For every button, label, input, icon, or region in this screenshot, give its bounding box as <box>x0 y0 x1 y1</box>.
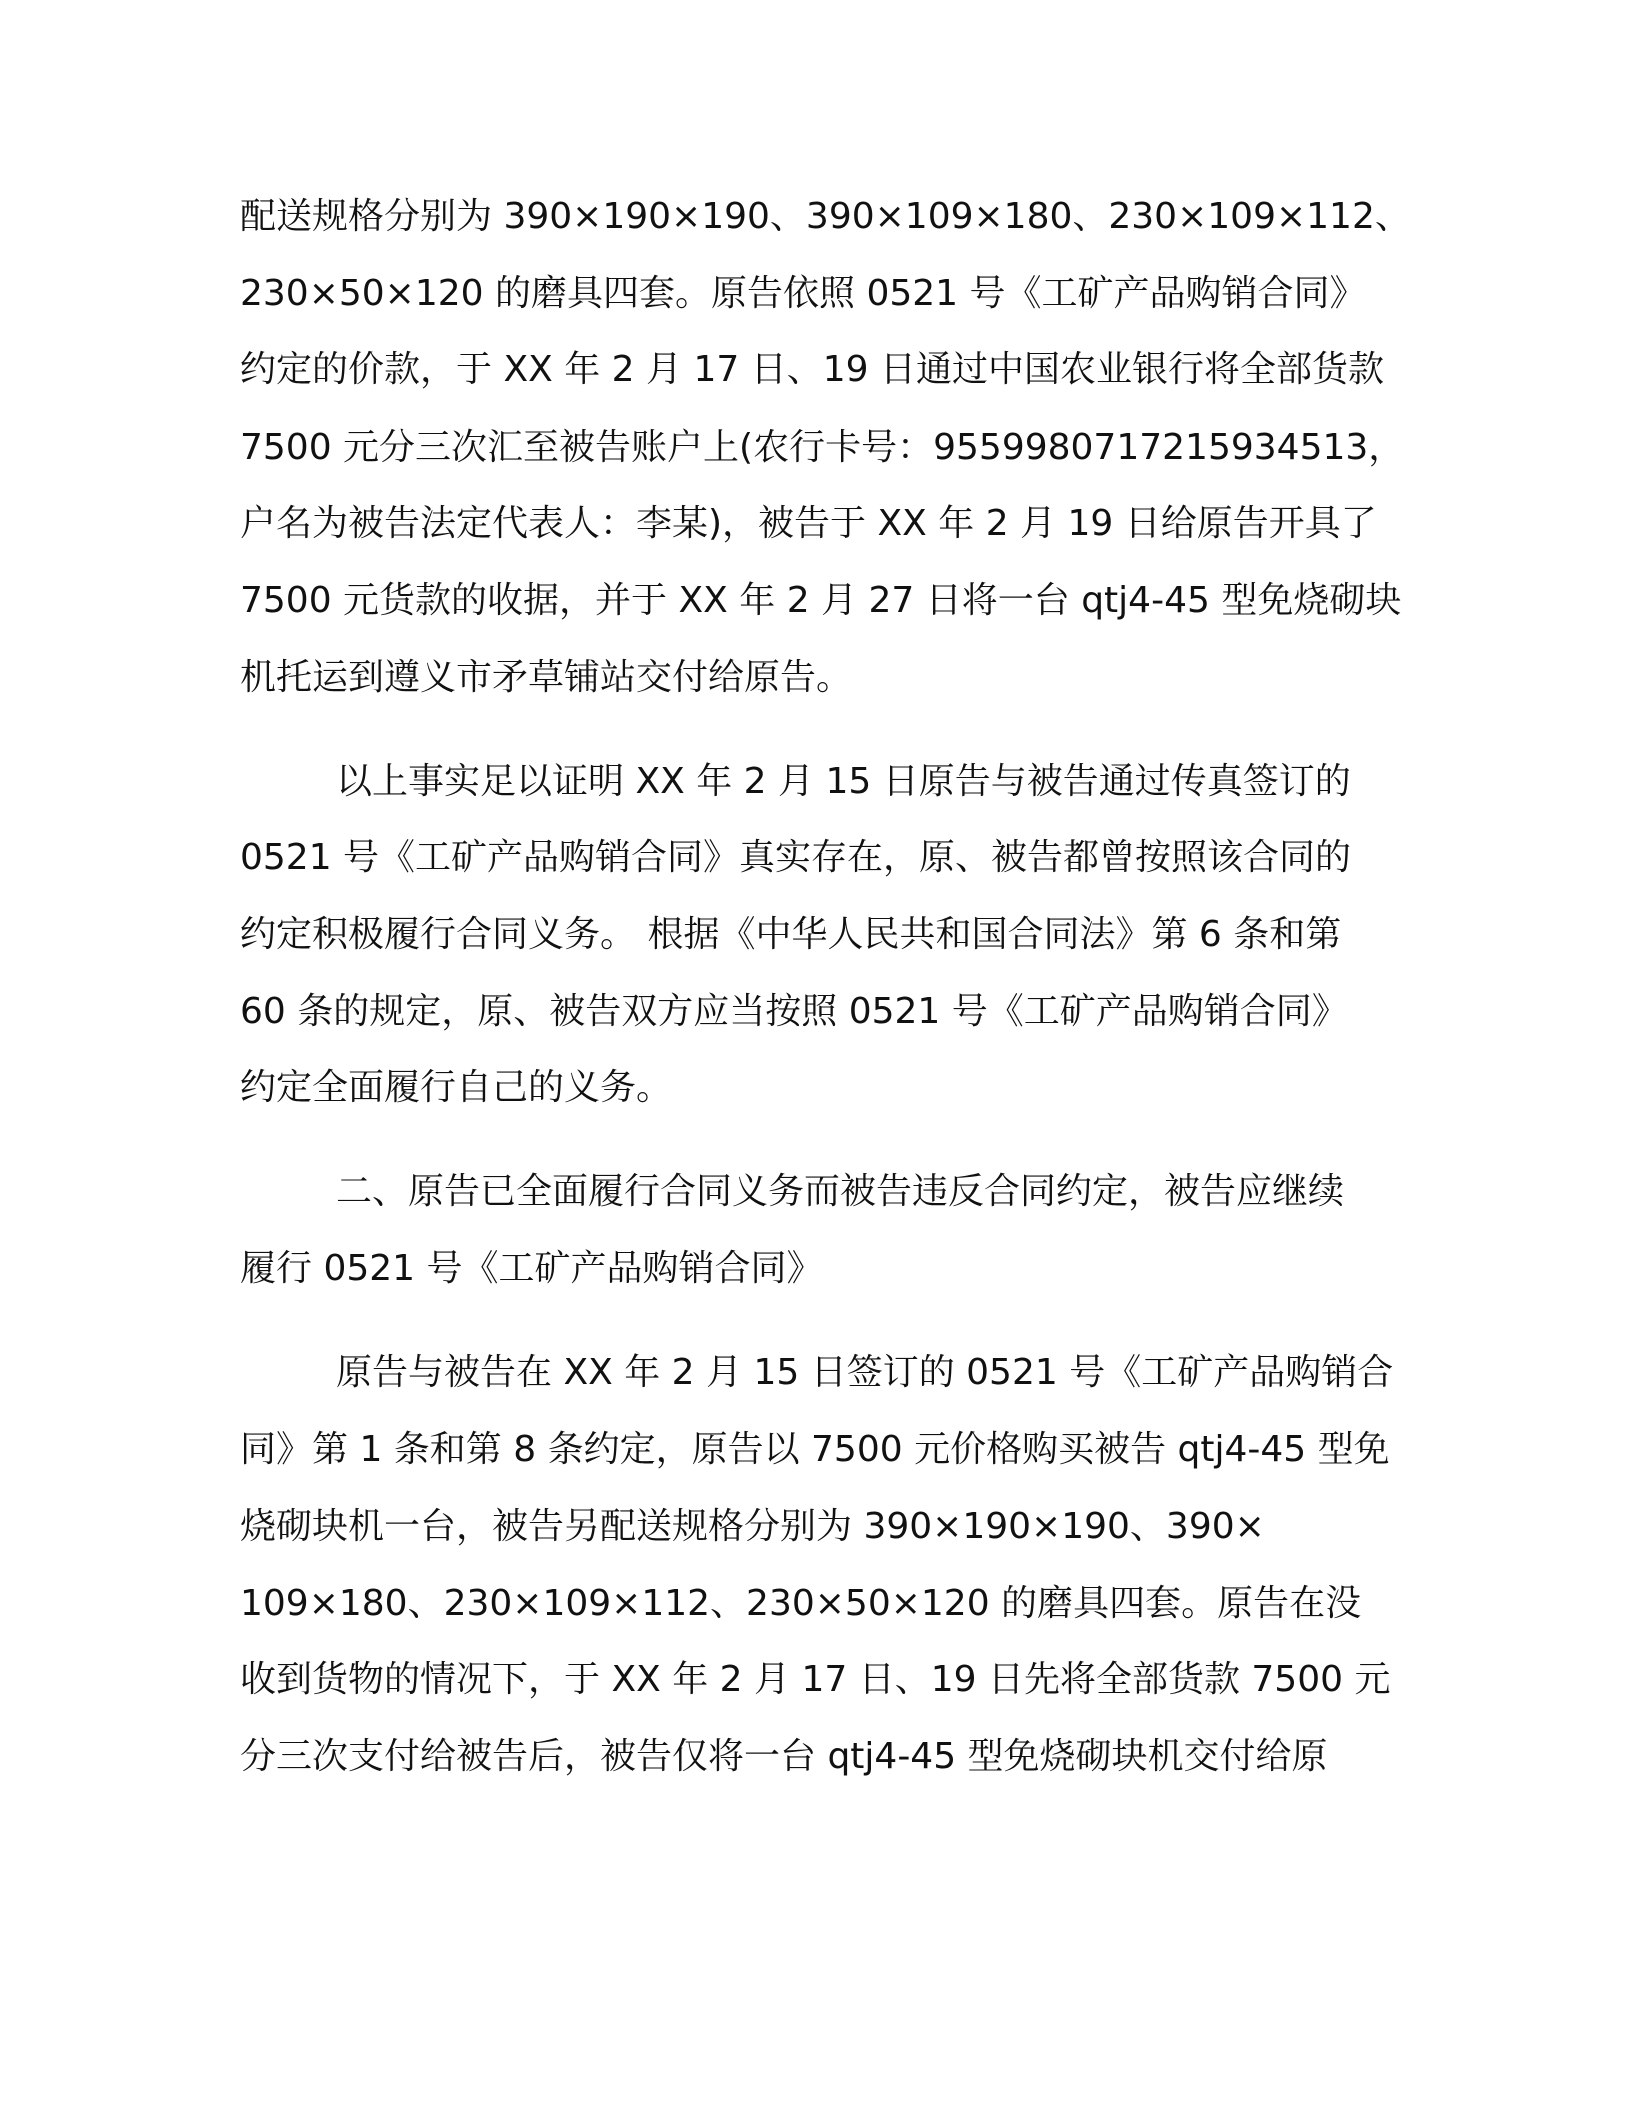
text-line-2: 230×50×120 的磨具四套。原告依照 0521 号《工矿产品购销合同》 <box>240 273 1366 314</box>
text-line-15: 原告与被告在 XX 年 2 月 15 日签订的 0521 号《工矿产品购销合 <box>336 1352 1394 1393</box>
text-line-10: 约定积极履行合同义务。 根据《中华人民共和国合同法》第 6 条和第 <box>240 914 1342 955</box>
text-line-20: 分三次支付给被告后，被告仅将一台 qtj4-45 型免烧砌块机交付给原 <box>240 1736 1328 1777</box>
text-line-5: 户名为被告法定代表人：李某)，被告于 XX 年 2 月 19 日给原告开具了 <box>240 503 1377 544</box>
text-line-16: 同》第 1 条和第 8 条约定，原告以 7500 元价格购买被告 qtj4-45 型免 <box>240 1429 1390 1470</box>
text-line-12: 约定全面履行自己的义务。 <box>240 1067 673 1108</box>
text-line-18: 109×180、230×109×112、230×50×120 的磨具四套。原告在没 <box>240 1583 1362 1624</box>
text-line-4: 7500 元分三次汇至被告账户上(农行卡号：9559980717215934513， <box>240 427 1405 468</box>
text-line-8: 以上事实足以证明 XX 年 2 月 15 日原告与被告通过传真签订的 <box>336 761 1351 802</box>
text-line-1: 配送规格分别为 390×190×190、390×109×180、230×109×112、 <box>240 196 1411 237</box>
section-heading-line-2: 履行 0521 号《工矿产品购销合同》 <box>240 1248 823 1289</box>
text-line-3: 约定的价款，于 XX 年 2 月 17 日、19 日通过中国农业银行将全部货款 <box>240 349 1384 390</box>
text-line-9: 0521 号《工矿产品购销合同》真实存在，原、被告都曾按照该合同的 <box>240 837 1352 878</box>
text-line-17: 烧砌块机一台，被告另配送规格分别为 390×190×190、390× <box>240 1506 1265 1547</box>
text-line-6: 7500 元货款的收据，并于 XX 年 2 月 27 日将一台 qtj4-45 型免烧砌块 <box>240 580 1402 621</box>
text-line-11: 60 条的规定，原、被告双方应当按照 0521 号《工矿产品购销合同》 <box>240 991 1348 1032</box>
text-line-19: 收到货物的情况下，于 XX 年 2 月 17 日、19 日先将全部货款 7500 元 <box>240 1659 1391 1700</box>
section-heading-line-1: 二、原告已全面履行合同义务而被告违反合同约定，被告应继续 <box>336 1171 1345 1212</box>
text-line-7: 机托运到遵义市矛草铺站交付给原告。 <box>240 657 853 698</box>
